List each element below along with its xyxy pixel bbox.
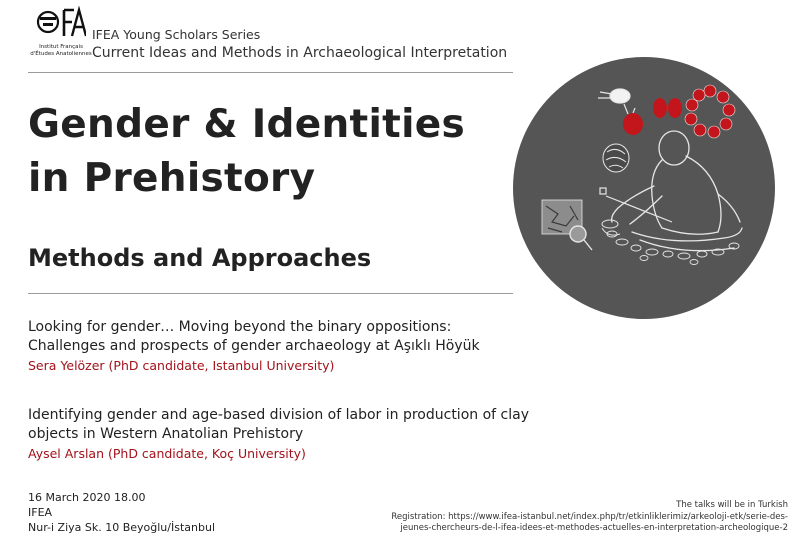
series-name: IFEA Young Scholars Series xyxy=(92,27,261,42)
talk-2-speaker: Aysel Arslan (PhD candidate, Koç University) xyxy=(28,446,306,461)
talk-1-title-line2: Challenges and prospects of gender archaeology at Aşıklı Höyük xyxy=(28,338,480,354)
logo-text-line1: Institut Français xyxy=(39,44,83,50)
event-datetime: 16 March 2020 18.00 xyxy=(28,491,146,504)
shell-icon xyxy=(603,144,629,172)
talk-2-title-line1: Identifying gender and age-based division of labor in production of clay xyxy=(28,407,529,423)
event-notes xyxy=(328,500,788,535)
title-line1: Gender & Identities xyxy=(28,102,466,147)
talk-2 xyxy=(28,406,529,463)
top-divider xyxy=(28,72,513,73)
logo-text xyxy=(30,44,92,57)
ifea-logo-icon xyxy=(34,6,86,42)
registration-line1[interactable]: Registration: https://www.ifea-istanbul.net/index.php/tr/etkinliklerimiz/arkeoloji-etk/serie-des- xyxy=(391,511,788,522)
title-line2: in Prehistory xyxy=(28,156,316,201)
talk-2-title-line2: objects in Western Anatolian Prehistory xyxy=(28,426,304,442)
ifea-logo xyxy=(30,6,90,64)
page-subtitle: Methods and Approaches xyxy=(28,244,372,272)
talk-1-speaker: Sera Yelözer (PhD candidate, Istanbul University) xyxy=(28,358,335,373)
series-subtitle: Current Ideas and Methods in Archaeological Interpretation xyxy=(92,45,508,61)
middle-divider xyxy=(28,293,513,294)
prehistoric-figure-illustration xyxy=(512,56,776,320)
registration-line2[interactable]: jeunes-chercheurs-de-l-ifea-idees-et-methodes-actuelles-en-interpretation-archeologique-2 xyxy=(400,523,788,533)
event-address: Nur-i Ziya Sk. 10 Beyoğlu/İstanbul xyxy=(28,521,215,534)
talk-1-title-line1: Looking for gender… Moving beyond the binary oppositions: xyxy=(28,319,452,335)
illustration-circle xyxy=(513,57,775,319)
logo-text-line2: d'Études Anatoliennes xyxy=(30,50,92,57)
event-venue: IFEA xyxy=(28,506,53,519)
page-title xyxy=(28,98,465,206)
event-info xyxy=(28,490,215,535)
language-note: The talks will be in Turkish xyxy=(676,500,788,510)
talk-1 xyxy=(28,318,480,375)
